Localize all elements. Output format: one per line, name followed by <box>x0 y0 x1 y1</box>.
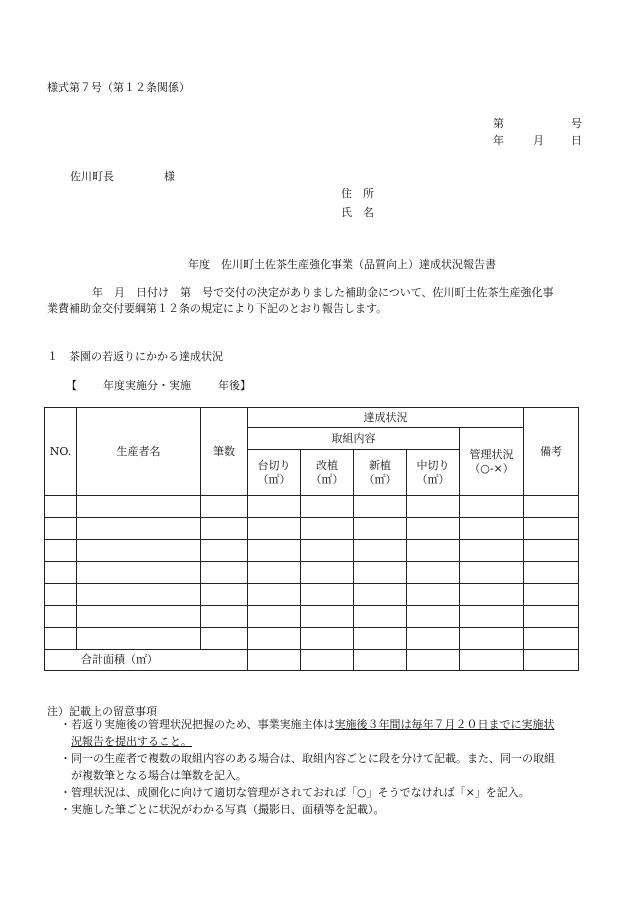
table-cell[interactable] <box>77 606 201 628</box>
table-cell[interactable] <box>354 518 407 540</box>
addressee-honorific: 様 <box>164 170 175 183</box>
achievement-table <box>44 407 579 671</box>
table-cell[interactable] <box>407 584 460 606</box>
header-naka-kiri <box>407 450 460 496</box>
table-cell[interactable] <box>201 562 248 584</box>
header-achievement: 達成状況 <box>248 408 524 428</box>
table-cell[interactable] <box>301 606 354 628</box>
table-cell[interactable] <box>45 540 77 562</box>
header-shinshoku <box>354 450 407 496</box>
table-cell[interactable] <box>407 496 460 518</box>
table-cell[interactable] <box>77 628 201 650</box>
table-cell[interactable] <box>201 540 248 562</box>
table-cell[interactable] <box>301 584 354 606</box>
header-kaishoku <box>301 450 354 496</box>
notes-heading: 注）記載上の留意事項 <box>47 705 157 718</box>
total-cell[interactable] <box>301 650 354 671</box>
table-row <box>45 606 579 628</box>
section-heading: １ 茶園の若返りにかかる達成状況 <box>47 350 223 363</box>
total-cell[interactable] <box>524 650 579 671</box>
table-cell[interactable] <box>460 540 524 562</box>
note-item-3: ・管理状況は、成園化に向けて適切な管理がされておれば「○」そうでなければ「×」を記入。 <box>60 786 530 799</box>
table-cell[interactable] <box>248 606 301 628</box>
total-cell[interactable] <box>407 650 460 671</box>
period-middle: 年度実施分・実施 <box>103 379 191 392</box>
table-row <box>45 518 579 540</box>
body-line-2: 業費補助金交付要綱第１２条の規定により下記のとおり報告します。 <box>47 302 388 315</box>
table-cell[interactable] <box>301 540 354 562</box>
table-cell[interactable] <box>248 496 301 518</box>
kaishoku-unit: （㎡） <box>310 472 344 486</box>
note-1-part-c: 況報告を提出すること。 <box>71 735 192 748</box>
table-cell[interactable] <box>407 628 460 650</box>
total-cell[interactable] <box>354 650 407 671</box>
table-cell[interactable] <box>407 540 460 562</box>
note-2-line-1: ・同一の生産者で複数の取組内容のある場合は、取組内容ごとに段を分けて記載。また、同一の取組 <box>60 752 555 765</box>
table-cell[interactable] <box>460 518 524 540</box>
note-item-4: ・実施した筆ごとに状況がわかる写真（撮影日、面積等を記載）。 <box>60 803 385 816</box>
table-cell[interactable] <box>248 540 301 562</box>
table-row <box>45 540 579 562</box>
table-cell[interactable] <box>407 606 460 628</box>
table-cell[interactable] <box>248 584 301 606</box>
table-cell[interactable] <box>45 518 77 540</box>
table-cell[interactable] <box>524 496 579 518</box>
note-item-1 <box>60 716 590 750</box>
table-cell[interactable] <box>45 496 77 518</box>
table-row <box>45 584 579 606</box>
table-cell[interactable] <box>354 540 407 562</box>
header-producer: 生産者名 <box>77 408 201 496</box>
table-cell[interactable] <box>524 584 579 606</box>
table-row <box>45 628 579 650</box>
applicant-address-label: 住 所 <box>341 187 374 200</box>
table-cell[interactable] <box>201 584 248 606</box>
table-cell[interactable] <box>301 496 354 518</box>
table-cell[interactable] <box>524 540 579 562</box>
table-cell[interactable] <box>354 606 407 628</box>
body-line-1: 年 月 日付け 第 号で交付の決定がありました補助金について、佐川町土佐茶生産強化事 <box>92 286 554 299</box>
table-cell[interactable] <box>45 606 77 628</box>
total-area-label: 合計面積（㎡） <box>45 650 248 671</box>
header-no: NO. <box>45 408 77 496</box>
period-open-bracket: 【 <box>66 379 77 392</box>
header-efforts: 取組内容 <box>248 428 460 450</box>
table-cell[interactable] <box>248 518 301 540</box>
applicant-name-label: 氏 名 <box>341 206 374 219</box>
dai-kiri-label: 台切り <box>257 458 291 472</box>
table-cell[interactable] <box>460 606 524 628</box>
total-row <box>45 650 579 671</box>
naka-kiri-label: 中切り <box>416 458 450 472</box>
table-cell[interactable] <box>45 562 77 584</box>
table-cell[interactable] <box>524 562 579 584</box>
doc-number-prefix: 第 <box>493 117 504 130</box>
date-day: 日 <box>571 134 582 147</box>
shinshoku-unit: （㎡） <box>363 472 397 486</box>
total-cell[interactable] <box>460 650 524 671</box>
table-cell[interactable] <box>460 584 524 606</box>
table-cell[interactable] <box>524 518 579 540</box>
table-cell[interactable] <box>201 518 248 540</box>
form-number: 様式第７号（第１２条関係） <box>47 81 190 94</box>
table-cell[interactable] <box>524 628 579 650</box>
table-cell[interactable] <box>248 562 301 584</box>
table-cell[interactable] <box>201 496 248 518</box>
note-2-line-2: が複数筆となる場合は筆数を記入。 <box>71 769 247 782</box>
note-1-part-a: ・若返り実施後の管理状況把握のため、事業実施主体は <box>60 718 335 731</box>
table-cell[interactable] <box>460 562 524 584</box>
note-1-part-b: 実施後３年間は毎年７月２０日までに実施状 <box>334 718 555 731</box>
table-cell[interactable] <box>77 518 201 540</box>
period-after: 年後】 <box>218 379 251 392</box>
table-cell[interactable] <box>201 628 248 650</box>
table-cell[interactable] <box>301 562 354 584</box>
table-cell[interactable] <box>45 628 77 650</box>
table-cell[interactable] <box>460 628 524 650</box>
total-cell[interactable] <box>248 650 301 671</box>
table-row <box>45 496 579 518</box>
table-cell[interactable] <box>45 584 77 606</box>
table-cell[interactable] <box>301 628 354 650</box>
table-cell[interactable] <box>77 540 201 562</box>
table-cell[interactable] <box>201 606 248 628</box>
header-management <box>460 428 524 496</box>
note-item-2 <box>60 750 590 784</box>
document-title: 年度 佐川町土佐茶生産強化事業（品質向上）達成状況報告書 <box>188 258 496 271</box>
table-cell[interactable] <box>407 562 460 584</box>
table-cell[interactable] <box>77 584 201 606</box>
management-hint: （○-×） <box>469 461 514 475</box>
doc-number-suffix: 号 <box>571 117 582 130</box>
table-cell[interactable] <box>524 606 579 628</box>
table-cell[interactable] <box>77 562 201 584</box>
date-month: 月 <box>533 134 544 147</box>
table-cell[interactable] <box>354 562 407 584</box>
table-cell[interactable] <box>354 496 407 518</box>
header-remarks: 備考 <box>524 408 579 496</box>
shinshoku-label: 新植 <box>369 458 391 472</box>
table-cell[interactable] <box>354 584 407 606</box>
table-cell[interactable] <box>354 628 407 650</box>
table-cell[interactable] <box>407 518 460 540</box>
table-row <box>45 562 579 584</box>
header-dai-kiri <box>248 450 301 496</box>
addressee-name: 佐川町長 <box>70 170 114 183</box>
header-plots: 筆数 <box>201 408 248 496</box>
table-cell[interactable] <box>77 496 201 518</box>
table-cell[interactable] <box>460 496 524 518</box>
dai-kiri-unit: （㎡） <box>257 472 291 486</box>
naka-kiri-unit: （㎡） <box>416 472 450 486</box>
date-year: 年 <box>493 134 504 147</box>
kaishoku-label: 改植 <box>316 458 338 472</box>
management-label: 管理状況 <box>469 447 514 461</box>
table-cell[interactable] <box>301 518 354 540</box>
table-cell[interactable] <box>248 628 301 650</box>
